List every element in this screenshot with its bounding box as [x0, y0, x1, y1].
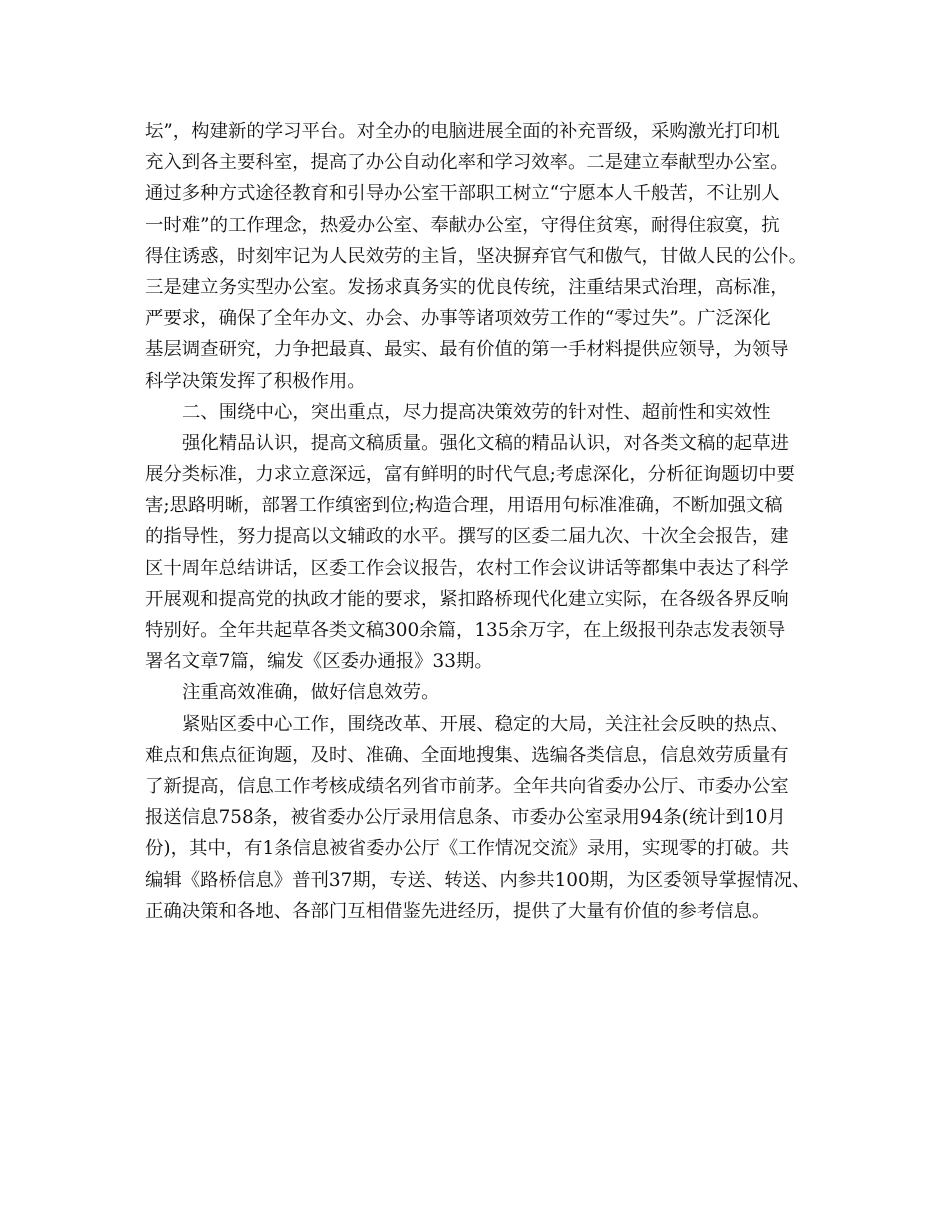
- text-line: 基层调查研究，力争把最真、最实、最有价值的第一手材料提供应领导，为领导: [145, 339, 789, 361]
- text-line: 害;思路明晰，部署工作缜密到位;构造合理，用语用句标准准确，不断加强文稿: [145, 495, 783, 517]
- text-line: 通过多种方式途径教育和引导办公室干部职工树立“宁愿本人千般苦，不让别人: [145, 183, 780, 205]
- text-line: 坛”，构建新的学习平台。对全办的电脑进展全面的补充晋级，采购激光打印机: [145, 121, 780, 142]
- text-line: 报送信息758条，被省委办公厅录用信息条、市委办公室录用94条(统计到10月: [145, 807, 786, 829]
- text-line: 一时难”的工作理念，热爱办公室、奉献办公室，守得住贫寒，耐得住寂寞，抗: [145, 214, 780, 236]
- text-line: 科学决策发挥了积极作用。: [145, 370, 366, 392]
- text-line: 得住诱惑，时刻牢记为人民效劳的主旨，坚决摒弃官气和傲气，甘做人民的公仆。: [145, 245, 808, 267]
- text-line: 三是建立务实型办公室。发扬求真务实的优良传统，注重结果式治理，高标准，: [145, 276, 789, 298]
- text-line: 编辑《路桥信息》普刊37期，专送、转送、内参共100期，为区委领导掌握情况、: [145, 869, 811, 891]
- text-line: 展分类标准，力求立意深远，富有鲜明的时代气息;考虑深化，分析征询题切中要: [145, 464, 795, 486]
- text-line: 特别好。全年共起草各类文稿300余篇，135余万字，在上级报刊杂志发表领导: [145, 620, 786, 641]
- text-line: 署名文章7篇，编发《区委办通报》33期。: [145, 651, 493, 673]
- text-line: 了新提高，信息工作考核成绩名列省市前茅。全年共向省委办公厅、市委办公室: [145, 775, 789, 797]
- text-line: 份)，其中，有1条信息被省委办公厅《工作情况交流》录用，实现零的打破。共: [145, 838, 790, 860]
- text-line: 难点和焦点征询题，及时、准确、全面地搜集、选编各类信息，信息效劳质量有: [145, 744, 789, 766]
- text-line: 严要求，确保了全年办文、办会、办事等诸项效劳工作的“零过失”。广泛深化: [145, 308, 771, 330]
- text-line: 的指导性，努力提高以文辅政的水平。撰写的区委二届九次、十次全会报告，建: [145, 526, 789, 548]
- text-line: 二、围绕中心，突出重点，尽力提高决策效劳的针对性、超前性和实效性: [182, 401, 771, 423]
- text-line: 开展观和提高党的执政才能的要求，紧扣路桥现代化建立实际，在各级各界反响: [145, 588, 789, 610]
- text-line: 注重高效准确，做好信息效劳。: [182, 682, 440, 704]
- text-line: 充入到各主要科室，提高了办公自动化率和学习效率。二是建立奉献型办公室。: [145, 152, 789, 174]
- document-body-text: [145, 116, 825, 927]
- text-line: 强化精品认识，提高文稿质量。强化文稿的精品认识，对各类文稿的起草进: [182, 432, 789, 454]
- text-line: 区十周年总结讲话，区委工作会议报告，农村工作会议讲话等都集中表达了科学: [145, 557, 789, 579]
- text-line: 正确决策和各地、各部门互相借鉴先进经历，提供了大量有价值的参考信息。: [145, 900, 771, 922]
- text-line: 紧贴区委中心工作，围绕改革、开展、稳定的大局，关注社会反映的热点、: [182, 713, 789, 735]
